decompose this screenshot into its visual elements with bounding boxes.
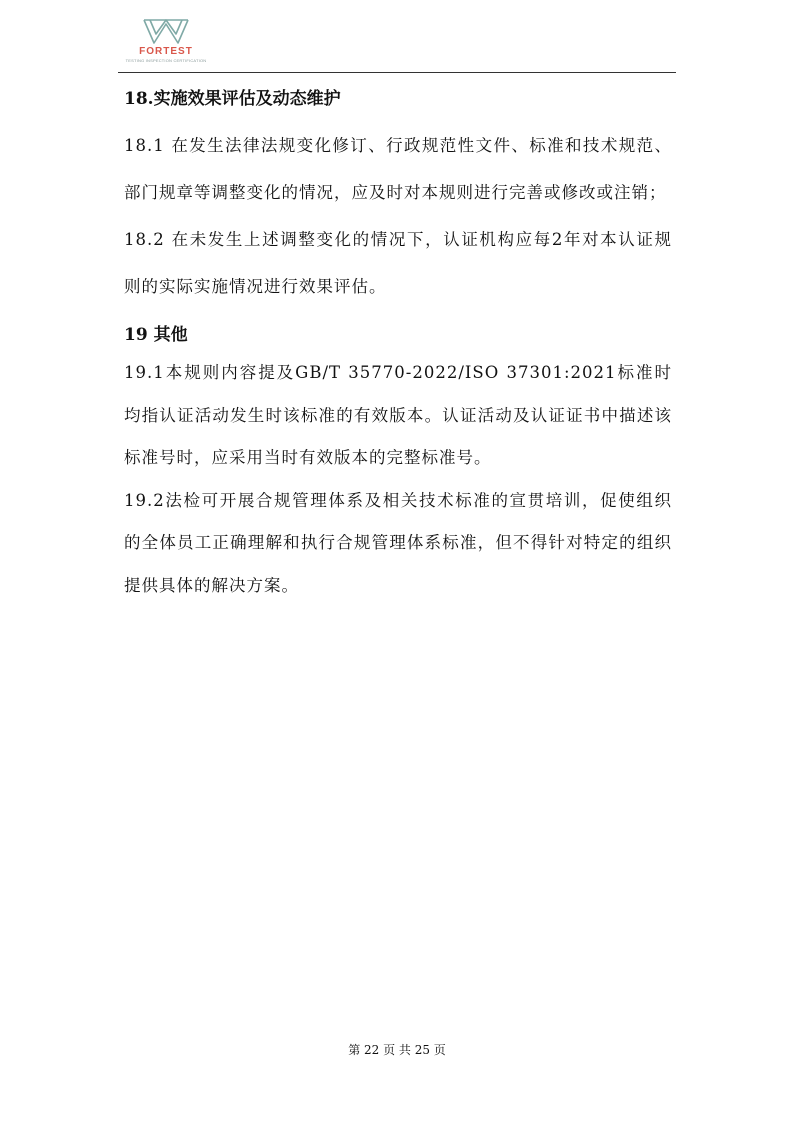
clause-18-2: 18.2 在未发生上述调整变化的情况下，认证机构应每2年对本认证规则的实际实施情况进行效果评估。 — [124, 230, 672, 296]
page-header — [0, 0, 794, 73]
section-heading-18: 18.实施效果评估及动态维护 — [124, 89, 341, 109]
fortest-logo — [118, 18, 214, 66]
logo-name: FORTEST — [139, 46, 193, 57]
clause-19-1: 19.1本规则内容提及GB/T 35770-2022/ISO 37301:2021标准时均指认证活动发生时该标准的有效版本。认证活动及认证证书中描述该标准号时，应采用当时有效版本的完整标准号。 — [124, 363, 672, 467]
clause-18-1: 18.1 在发生法律法规变化修订、行政规范性文件、标准和技术规范、部门规章等调整变化的情况，应及时对本规则进行完善或修改或注销； — [124, 136, 672, 202]
header-divider — [118, 72, 676, 73]
logo-mark-icon — [142, 18, 190, 46]
logo-tagline: TESTING INSPECTION CERTIFICATION — [125, 58, 207, 63]
page-number: 第 22 页 共 25 页 — [348, 1043, 446, 1057]
document-body — [124, 86, 672, 607]
clause-19-2: 19.2法检可开展合规管理体系及相关技术标准的宣贯培训，促使组织的全体员工正确理解和执行合规管理体系标准，但不得针对特定的组织提供具体的解决方案。 — [124, 490, 672, 595]
section-heading-19: 19 其他 — [124, 325, 188, 345]
